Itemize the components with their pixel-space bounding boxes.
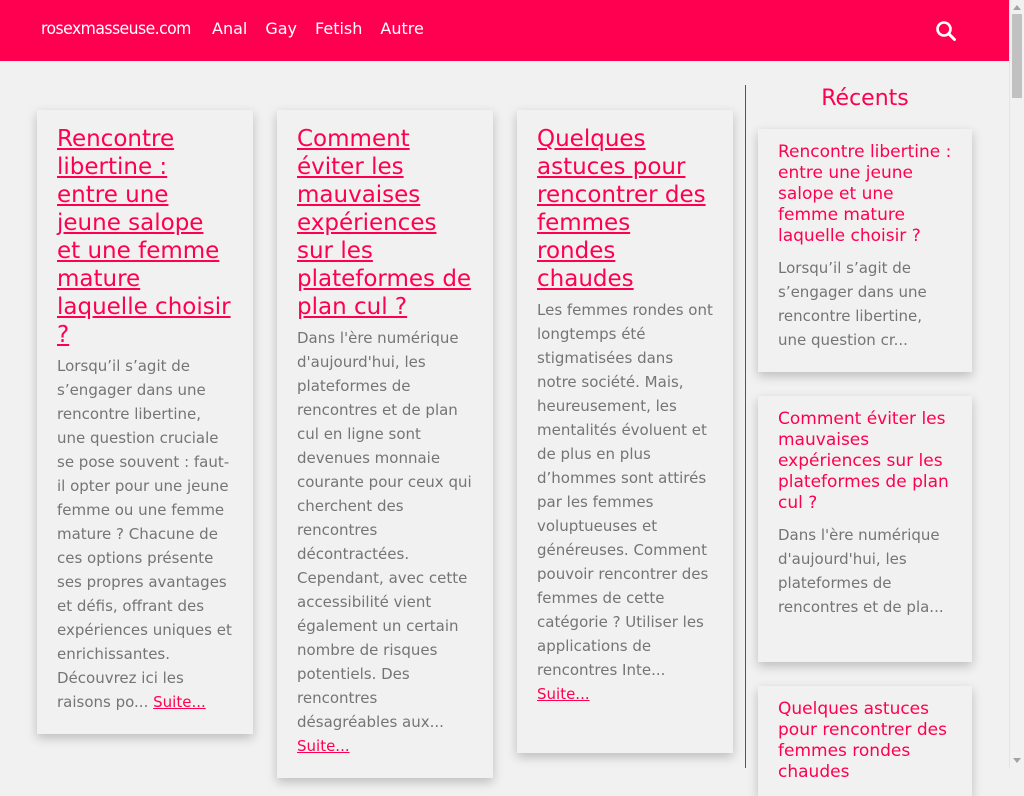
post-excerpt (297, 326, 473, 758)
post-excerpt (537, 298, 713, 706)
read-more-link[interactable]: Suite... (297, 737, 350, 755)
nav-item-gay[interactable]: Gay (265, 19, 298, 38)
read-more-link[interactable]: Suite... (153, 693, 206, 711)
post-title (537, 125, 713, 293)
post-excerpt-text: Les femmes rondes ont longtemps été stigmatisées dans notre société. Mais, heureusement, les mentalités évoluent et de plus en plus d’hommes sont attirés par les femmes voluptueuses et généreuses. Comment pouvoir rencontrer des femmes de cette catégorie ? Utiliser les applications de rencontres Inte... (537, 301, 713, 679)
recent-post-card[interactable] (758, 129, 972, 372)
nav-item-anal[interactable]: Anal (212, 19, 248, 38)
nav-item-autre[interactable]: Autre (380, 19, 424, 38)
post-card (277, 110, 493, 778)
recent-post-title[interactable]: Rencontre libertine : entre une jeune salope et une femme mature laquelle choisir ? (778, 142, 952, 246)
nav-item-fetish[interactable]: Fetish (315, 19, 363, 38)
recent-post-card[interactable] (758, 396, 972, 662)
post-title-link[interactable]: Rencontre libertine : entre une jeune salope et une femme mature laquelle choisir ? (57, 126, 231, 348)
scroll-down-arrow-icon[interactable] (1013, 758, 1021, 763)
post-excerpt-text: Lorsqu’il s’agit de s’engager dans une rencontre libertine, une question cruciale se pose souvent : faut-il opter pour une jeune femme ou une femme mature ? Chacune de ces options présente ses propres avantages et défis, offrant des expériences uniques et enrichissantes. Découvrez ici les raisons po... (57, 357, 232, 711)
recent-post-excerpt: Dans l'ère numérique d'aujourd'hui, les plateformes de rencontres et de pla... (778, 526, 944, 616)
post-title-link[interactable]: Comment éviter les mauvaises expériences sur les plateformes de plan cul ? (297, 126, 472, 320)
read-more-link[interactable]: Suite... (537, 685, 590, 703)
main-nav (212, 19, 442, 39)
site-logo-link[interactable]: rosexmasseuse.com (41, 19, 191, 39)
recent-post-excerpt: Lorsqu’il s’agit de s’engager dans une rencontre libertine, une question cr... (778, 259, 927, 349)
post-excerpt-text: Dans l'ère numérique d'aujourd'hui, les plateformes de rencontres et de plan cul en ligne sont devenues monnaie courante pour ceux qui cherchent des rencontres décontractées. Cependant, avec cette accessibilité vient également un certain nombre de risques potentiels. Des rencontres désagréables aux... (297, 329, 472, 731)
post-title (297, 125, 473, 321)
scroll-up-arrow-icon[interactable] (1013, 5, 1021, 10)
recent-post-title[interactable]: Comment éviter les mauvaises expériences sur les plateformes de plan cul ? (778, 409, 949, 513)
top-navbar (0, 0, 1009, 61)
recent-post-title[interactable]: Quelques astuces pour rencontrer des femmes rondes chaudes (778, 699, 947, 782)
sidebar-divider (745, 85, 746, 768)
post-card (37, 110, 253, 734)
post-title (57, 125, 233, 349)
recent-post-card[interactable] (758, 686, 972, 796)
post-card (517, 110, 733, 753)
post-excerpt (57, 354, 233, 714)
post-title-link[interactable]: Quelques astuces pour rencontrer des femmes rondes chaudes (537, 126, 706, 292)
sidebar-title: Récents (821, 86, 909, 111)
search-icon[interactable] (935, 20, 957, 42)
scrollbar-thumb[interactable] (1012, 14, 1022, 98)
page-scrollbar[interactable] (1009, 0, 1024, 768)
